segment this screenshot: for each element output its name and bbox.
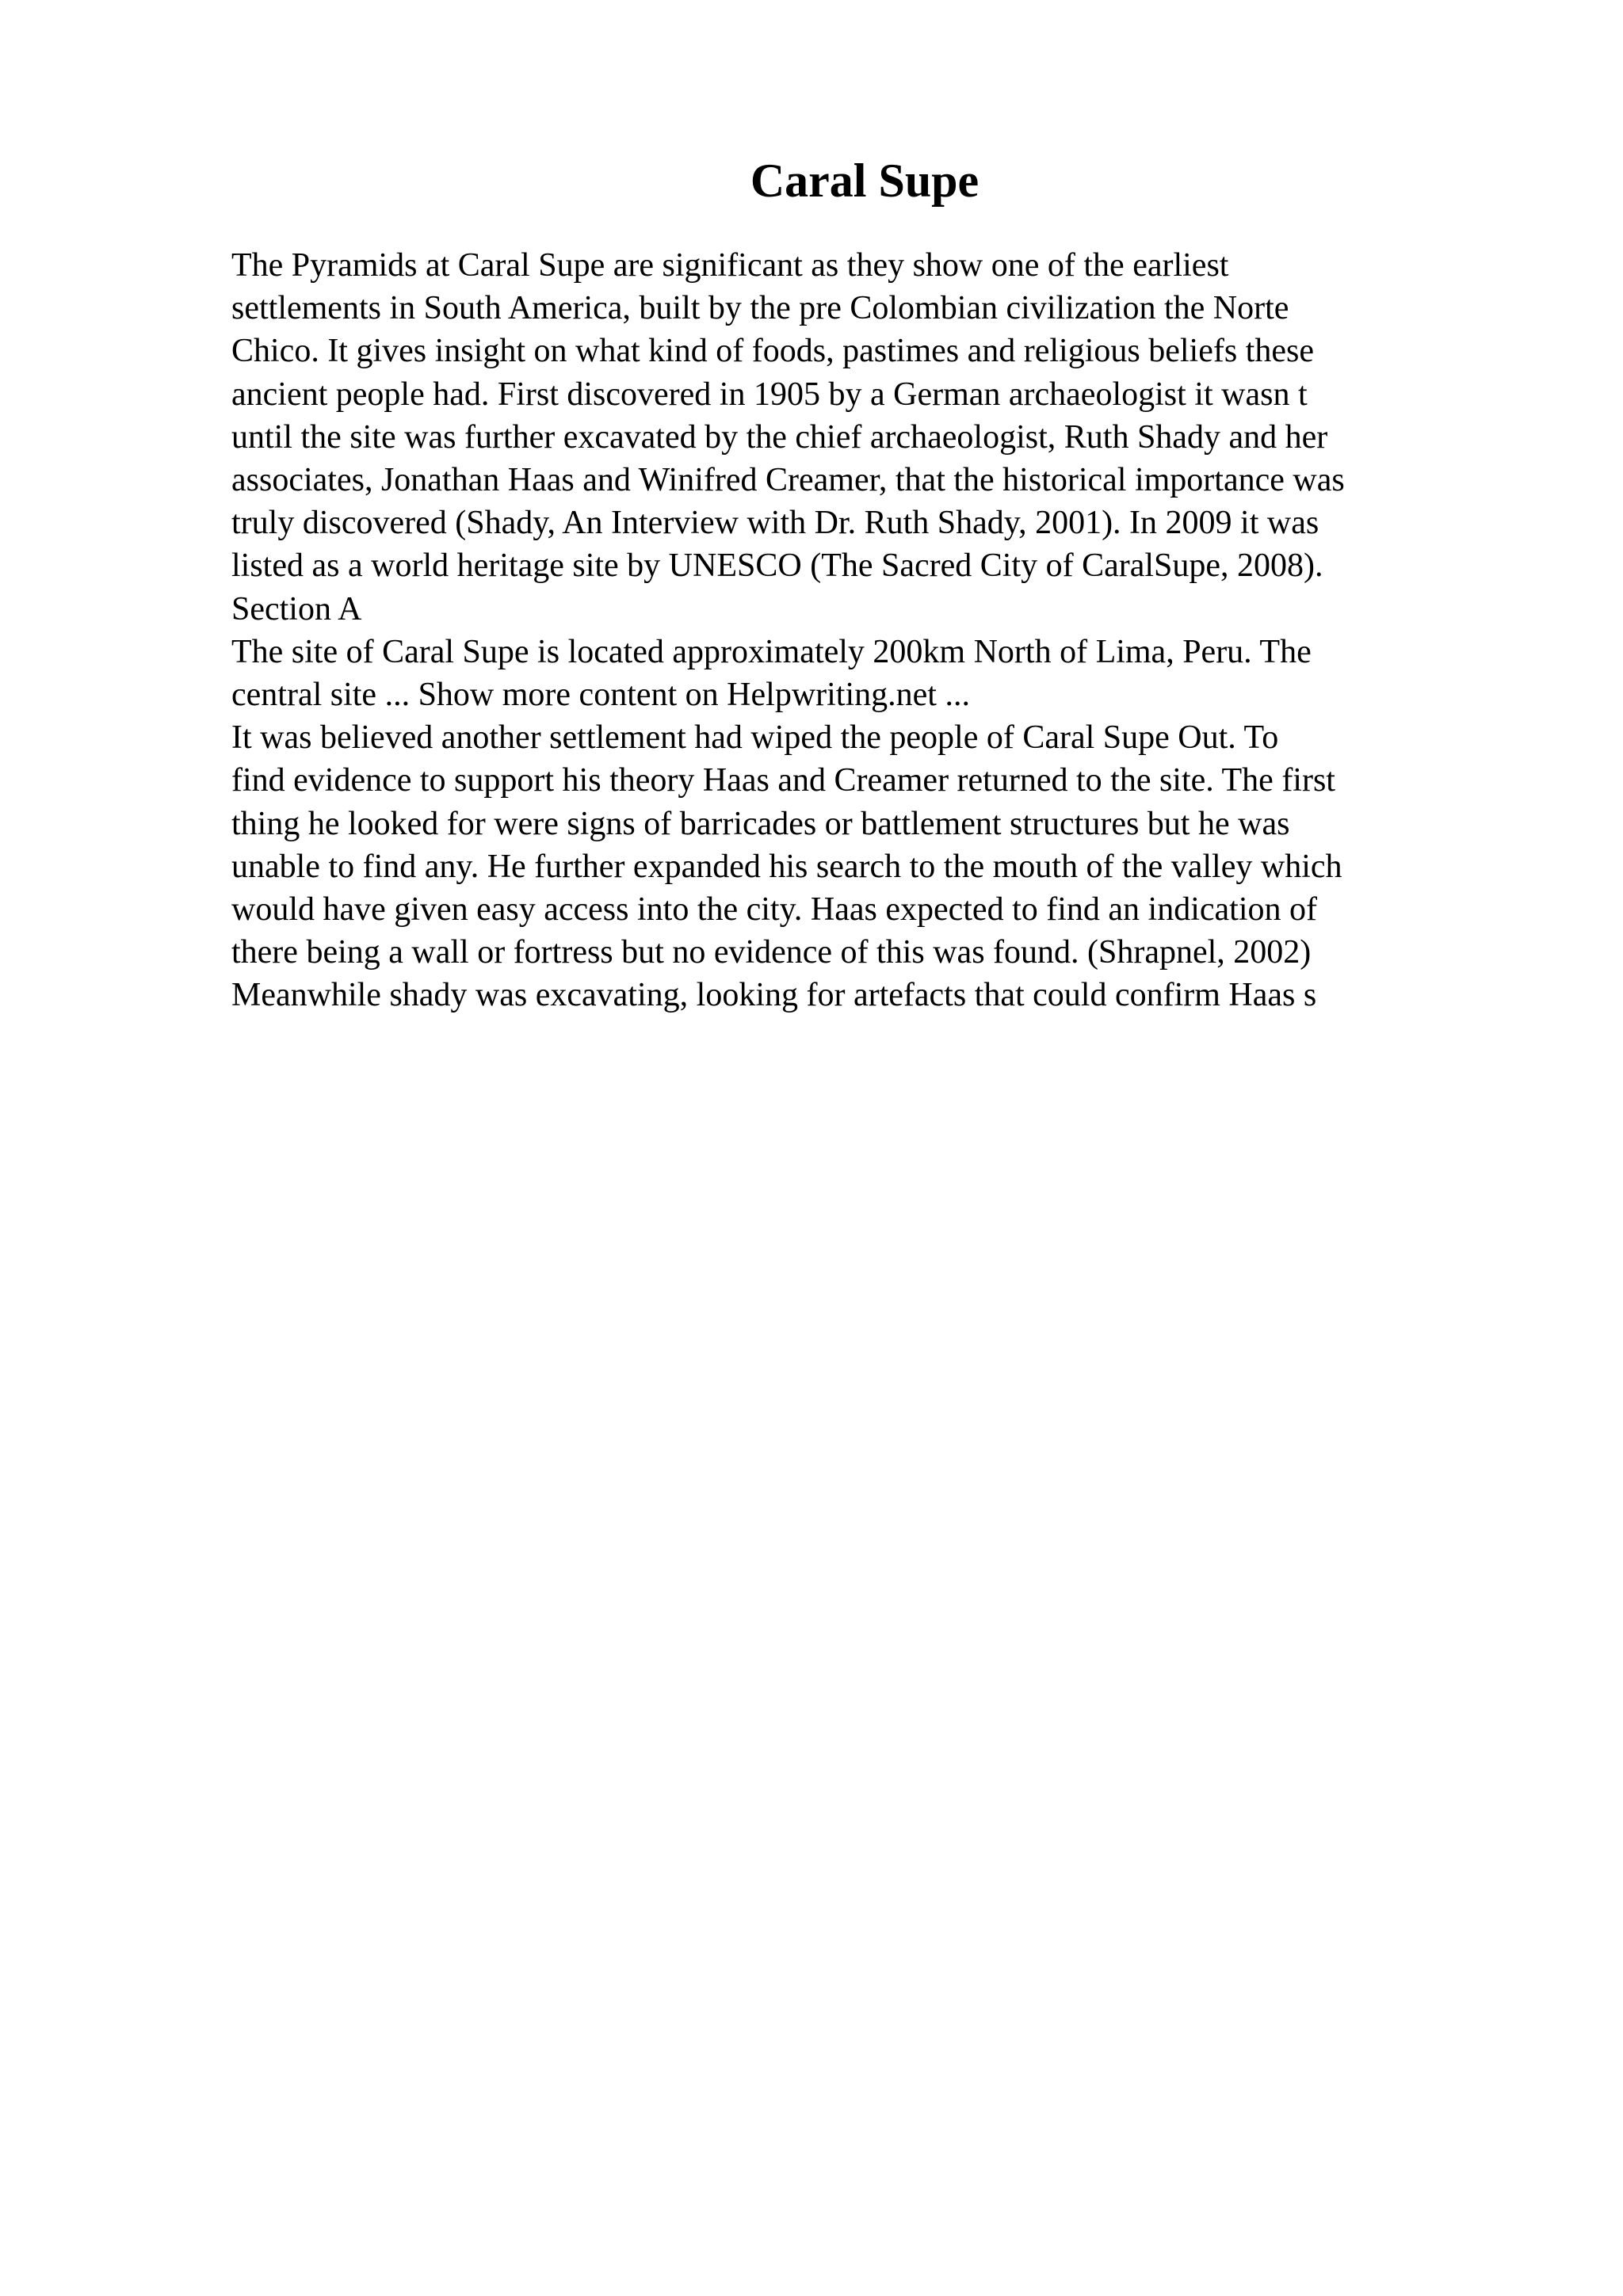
document-title: Caral Supe [750,154,980,207]
body-line: It was believed another settlement had wiped the people of Caral Supe Out. To [231,719,1279,757]
body-line: associates, Jonathan Haas and Winifred Creamer, that the historical importance was [231,462,1345,499]
document-body [231,244,1594,1017]
show-more-line: central site ... Show more content on Helpwriting.net ... [231,677,970,714]
body-line: Meanwhile shady was excavating, looking for artefacts that could confirm Haas s [231,977,1317,1014]
body-line: The site of Caral Supe is located approximately 200km North of Lima, Peru. The [231,633,1312,670]
body-line: ancient people had. First discovered in 1905 by a German archaeologist it wasn t [231,376,1308,413]
body-line: would have given easy access into the city. Haas expected to find an indication of [231,891,1317,929]
body-line: settlements in South America, built by the pre Colombian civilization the Norte [231,290,1289,327]
body-line: unable to find any. He further expanded his search to the mouth of the valley which [231,848,1342,885]
body-line: find evidence to support his theory Haas and Creamer returned to the site. The first [231,762,1335,799]
body-line: listed as a world heritage site by UNESCO (The Sacred City of CaralSupe, 2008). [231,547,1323,585]
body-line: there being a wall or fortress but no evidence of this was found. (Shrapnel, 2002) [231,934,1312,971]
body-line: truly discovered (Shady, An Interview with Dr. Ruth Shady, 2001). In 2009 it was [231,505,1319,542]
body-line: until the site was further excavated by the chief archaeologist, Ruth Shady and her [231,418,1328,456]
body-line: thing he looked for were signs of barricades or battlement structures but he was [231,805,1290,842]
body-line: The Pyramids at Caral Supe are significant as they show one of the earliest [231,247,1229,284]
section-heading-line: Section A [231,590,362,627]
body-line: Chico. It gives insight on what kind of foods, pastimes and religious beliefs these [231,333,1314,370]
